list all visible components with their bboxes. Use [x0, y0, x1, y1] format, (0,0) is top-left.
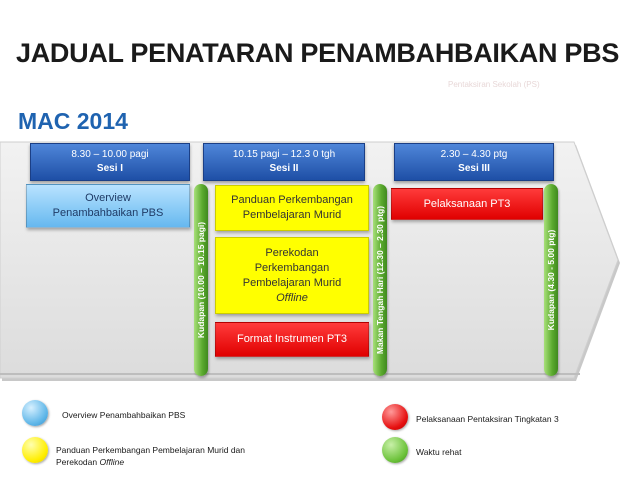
activity-perekodan — [215, 237, 369, 314]
activity-pelaksanaan-label: Pelaksanaan PT3 — [423, 197, 511, 210]
page-title: JADUAL PENATARAN PENAMBAHBAIKAN PBS — [16, 38, 620, 68]
break-kudapan-2-label: Kudapan (4.30 - 5.00 ptg) — [546, 229, 556, 331]
session-2-label: Sesi II — [269, 163, 299, 174]
legend-red-text: Pelaksanaan Pentaksiran Tingkatan 3 — [416, 414, 559, 424]
activity-perekodan-offline: Offline — [276, 291, 308, 304]
activity-panduan — [215, 185, 369, 231]
legend-blue-dot — [22, 400, 48, 426]
legend-yellow-text — [56, 444, 245, 468]
activity-panduan-label: Panduan Perkembangan Pembelajaran Murid — [231, 194, 353, 221]
legend-blue-text: Overview Penambahbaikan PBS — [62, 410, 186, 420]
legend-red-dot — [382, 404, 408, 430]
break-kudapan-1-label: Kudapan (10.00 – 10.15 pagi) — [196, 221, 206, 339]
activity-perekodan-line1: Perekodan — [265, 246, 319, 259]
activity-overview — [26, 184, 190, 228]
legend-yellow-line2: Perekodan — [56, 457, 98, 467]
break-makan-label: Makan Tengah Hari (12.30 – 2.30 ptg) — [375, 205, 385, 355]
session-2-time: 10.15 pagi – 12.3 0 tgh — [232, 149, 336, 160]
break-bar-kudapan-2 — [544, 184, 558, 376]
activity-pelaksanaan-pt3 — [391, 188, 543, 220]
session-3-time: 2.30 – 4.30 ptg — [440, 149, 508, 160]
legend-yellow-line1: Panduan Perkembangan Pembelajaran Murid dan — [56, 445, 246, 455]
month-heading: MAC 2014 — [18, 108, 128, 134]
session-1-time: 8.30 – 10.00 pagi — [71, 149, 149, 160]
legend-green-text: Waktu rehat — [416, 447, 462, 457]
subtitle-watermark: Pentaksiran Sekolah (PS) — [448, 80, 540, 89]
legend-yellow-offline: Offline — [99, 457, 125, 467]
activity-overview-label: Overview Penambahbaikan PBS — [52, 192, 164, 219]
activity-format-pt3 — [215, 322, 369, 357]
activity-format-label: Format Instrumen PT3 — [236, 333, 348, 345]
session-3-label: Sesi III — [458, 163, 490, 174]
activity-perekodan-line2: Perkembangan — [254, 261, 330, 274]
break-bar-makan — [373, 184, 387, 376]
session-2-header — [203, 143, 365, 181]
session-1-label: Sesi I — [96, 163, 124, 174]
session-1-header — [30, 143, 190, 181]
legend-green-dot — [382, 437, 408, 463]
break-bar-kudapan-1 — [194, 184, 208, 376]
session-3-header — [394, 143, 554, 181]
legend-yellow-dot — [22, 437, 48, 463]
activity-perekodan-line3: Pembelajaran Murid — [242, 276, 342, 289]
